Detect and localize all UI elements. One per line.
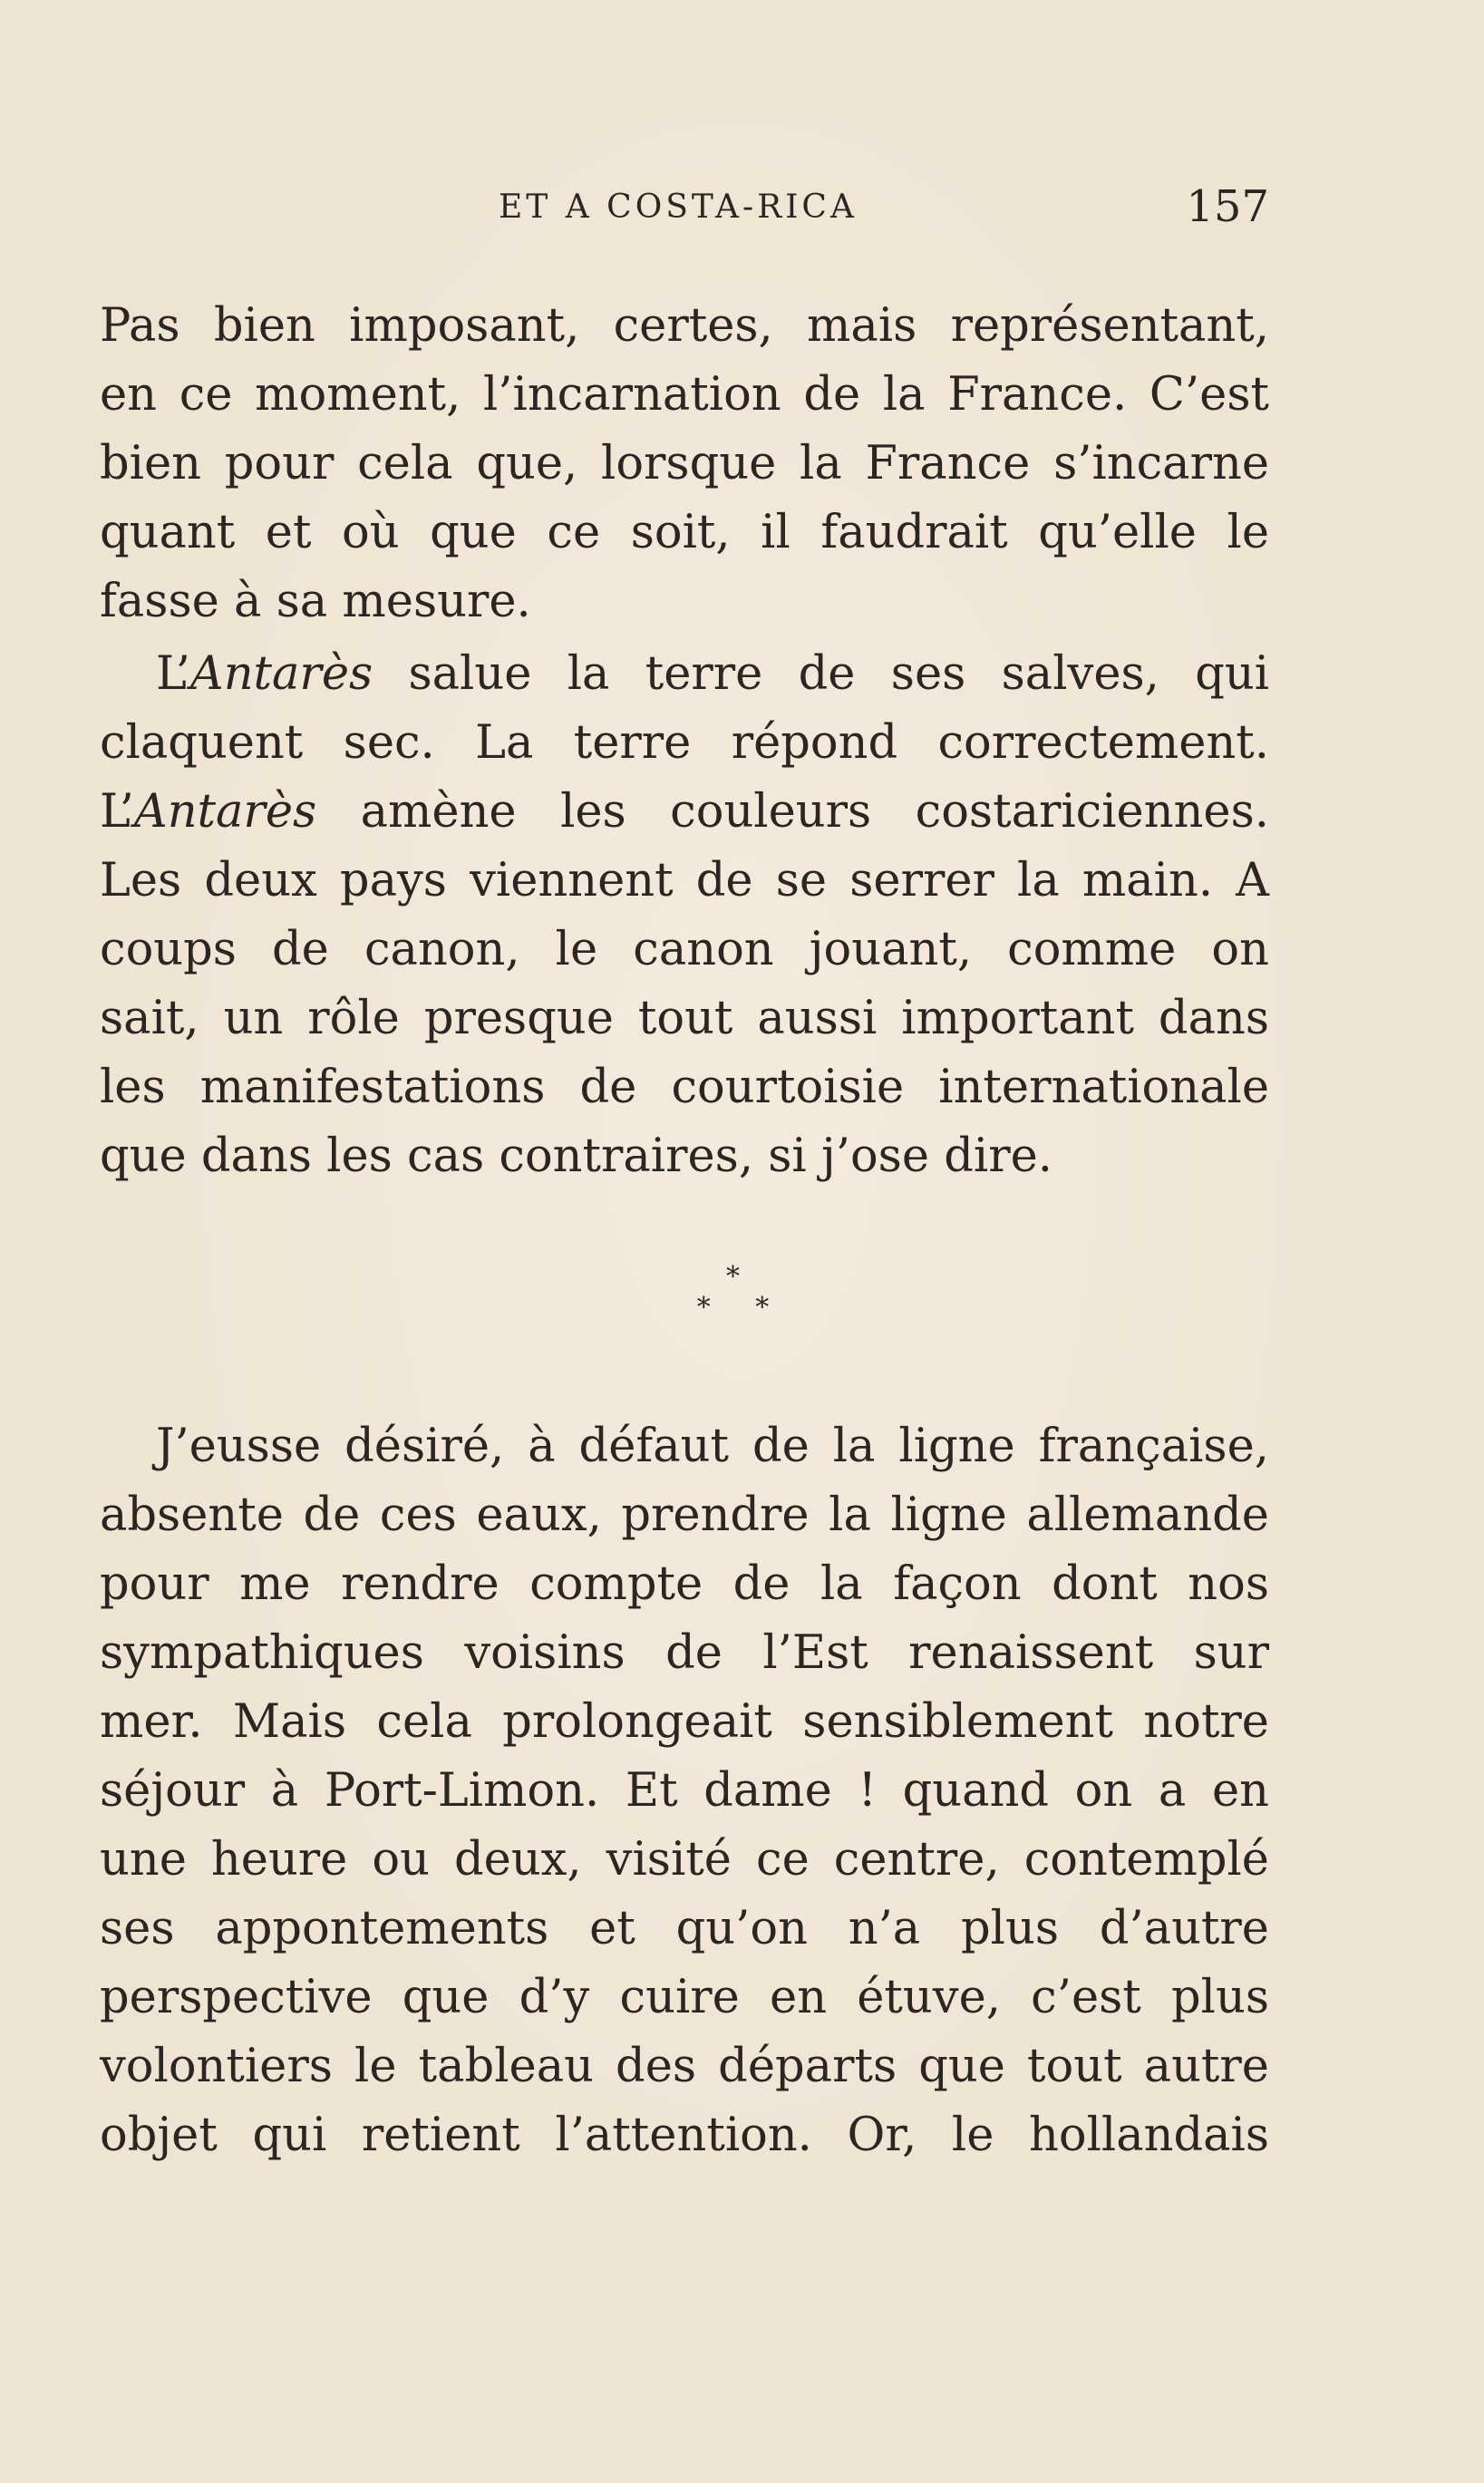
text-fragment: amène les couleurs costariciennes. [316,785,1269,839]
text-fragment: L’ [156,647,190,701]
text-line: perspective que d’y cuire en étuve, c’est plus [100,1971,1269,2024]
text-line: une heure ou deux, visité ce centre, contemplé [100,1833,1269,1886]
text-line [100,778,1269,847]
ship-name-italic: Antarès [133,785,317,839]
text-line: fasse à sa mesure. [100,575,531,628]
text-line: en ce moment, l’incarnation de la France. C’est [100,368,1269,422]
text-line: sympathiques voisins de l’Est renaissent sur [100,1626,1269,1680]
paragraph-2 [100,640,1269,1191]
text-line: claquent sec. La terre répond correctement. [100,716,1269,770]
asterism-bottom: * * [696,1292,788,1324]
text-line: coups de canon, le canon jouant, comme on [100,923,1269,976]
text-line [100,640,1269,709]
text-line: Pas bien imposant, certes, mais représentant, [100,299,1269,353]
asterism-top: * [726,1261,758,1293]
text-line: pour me rendre compte de la façon dont nos [100,1557,1269,1611]
text-line: bien pour cela que, lorsque la France s’incarne [100,437,1269,490]
text-line: que dans les cas contraires, si j’ose dire. [100,1130,1052,1183]
text-line: J’eusse désiré, à défaut de la ligne française, [156,1420,1269,1473]
page-number: 157 [1186,181,1269,232]
text-line: sait, un rôle presque tout aussi important dans [100,992,1269,1045]
text-line: quant et où que ce soit, il faudrait qu’elle le [100,506,1269,559]
section-break-asterism [0,1262,1484,1324]
paragraph-3 [100,1412,1269,2170]
page-header [100,181,1269,236]
text-line: Les deux pays viennent de se serrer la main. A [100,854,1269,907]
text-line: les manifestations de courtoisie internationale [100,1061,1269,1114]
text-line: absente de ces eaux, prendre la ligne allemande [100,1489,1269,1542]
ship-name-italic: Antarès [189,647,373,701]
text-line: ses appontements et qu’on n’a plus d’autre [100,1902,1269,1955]
text-line: objet qui retient l’attention. Or, le hollandais [100,2109,1269,2162]
text-line: mer. Mais cela prolongeait sensiblement notre [100,1695,1269,1749]
text-line: séjour à Port-Limon. Et dame ! quand on a en [100,1764,1269,1818]
text-line: volontiers le tableau des départs que tout autre [100,2040,1269,2093]
running-title: ET A COSTA-RICA [499,189,858,226]
text-fragment: salue la terre de ses salves, qui [373,647,1269,701]
paragraph-1 [100,292,1269,636]
text-fragment: L’ [100,785,134,839]
